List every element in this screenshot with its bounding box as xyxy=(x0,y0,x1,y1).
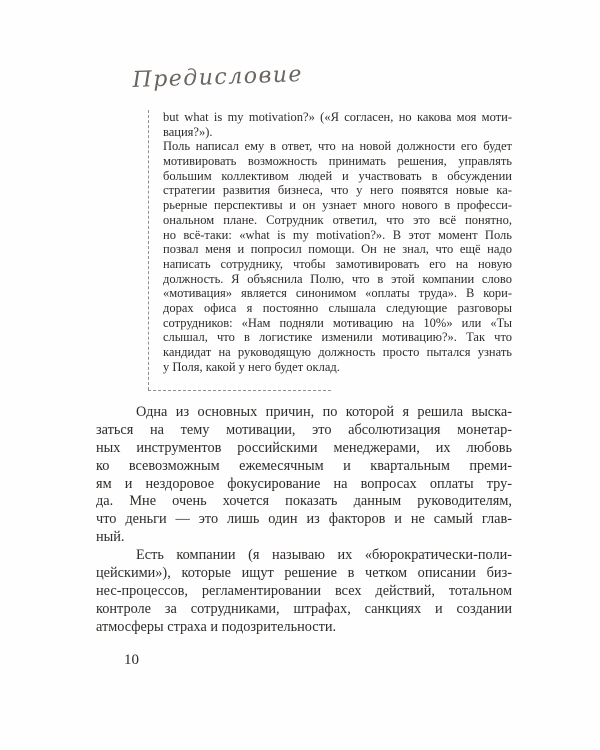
quote-line: написать сотруднику, чтобы замотивировать его на новую xyxy=(163,256,512,271)
quote-line: должность. Я объяснила Полю, что в этой компании слово xyxy=(163,271,512,286)
quote-line: вация?»). xyxy=(163,124,213,139)
quote-bottom-dashed-line xyxy=(148,390,331,391)
page-number: 10 xyxy=(124,652,139,668)
quote-line: позвал меня и попросил помощи. Он не знал, что ещё надо xyxy=(163,242,512,257)
body-line: ям и нездоровое фокусирование на вопросах оплаты тру- xyxy=(96,475,512,492)
body-line: Есть компании (я называю их «бюрократически-поли- xyxy=(136,547,512,564)
chapter-header: Предисловие xyxy=(132,62,304,93)
body-line: атмосферы страха и подозрительности. xyxy=(96,618,337,635)
quote-text xyxy=(163,110,512,374)
quote-line: но всё-таки: «what is my motivation?». В этот момент Поль xyxy=(163,227,512,242)
body-line: что деньги — это лишь один из факторов и не самый глав- xyxy=(96,511,512,528)
body-line: нес-процессов, регламентировании всех действий, тотальном xyxy=(96,582,512,599)
quote-line: ональном плане. Сотрудник ответил, что это всё понятно, xyxy=(163,212,512,227)
quote-block xyxy=(148,110,512,390)
body-line: Одна из основных причин, по которой я решила выска- xyxy=(136,404,512,420)
quote-line: у Поля, какой у него будет оклад. xyxy=(163,359,340,374)
quote-line: сотрудников: «Нам подняли мотивацию на 10%» или «Ты xyxy=(163,315,512,330)
quote-line: «мотивация» является синонимом «оплаты труда». В кори- xyxy=(163,286,512,301)
body-line: цейскими»), которые ищут решение в четком описании биз- xyxy=(96,565,512,582)
quote-line: слышал, что в логистике изменили мотивацию?». Так что xyxy=(163,330,512,345)
quote-line: but what is my motivation?» («Я согласен, но какова моя моти- xyxy=(163,110,512,124)
quote-line: дорах офиса я постоянно слышала следующие разговоры xyxy=(163,300,512,315)
quote-line: кандидат на руководящую должность просто пытался узнать xyxy=(163,345,512,359)
quote-line: стратегии развития бизнеса, что у него появятся новые ка- xyxy=(163,183,512,198)
body-line: ный. xyxy=(96,529,125,546)
quote-line: Поль написал ему в ответ, что на новой должности его будет xyxy=(163,139,512,154)
body-line: ных инструментов российскими менеджерами, их любовь xyxy=(96,439,512,456)
body-line: заться на тему мотивации, это абсолютизация монетар- xyxy=(96,421,512,438)
body-line: да. Мне очень хочется показать данным руководителям, xyxy=(96,493,512,510)
body-line: контроле за сотрудниками, штрафах, санкциях и создании xyxy=(96,600,512,617)
body-text xyxy=(96,404,512,637)
body-line: ко всевозможным ежемесячным и квартальным преми- xyxy=(96,457,512,474)
quote-line: рьерные перспективы и он узнает много нового в професси- xyxy=(163,198,512,213)
quote-line: большим коллективом людей и участвовать в обсуждении xyxy=(163,168,512,183)
quote-line: мотивировать возможность принимать решения, управлять xyxy=(163,154,512,169)
